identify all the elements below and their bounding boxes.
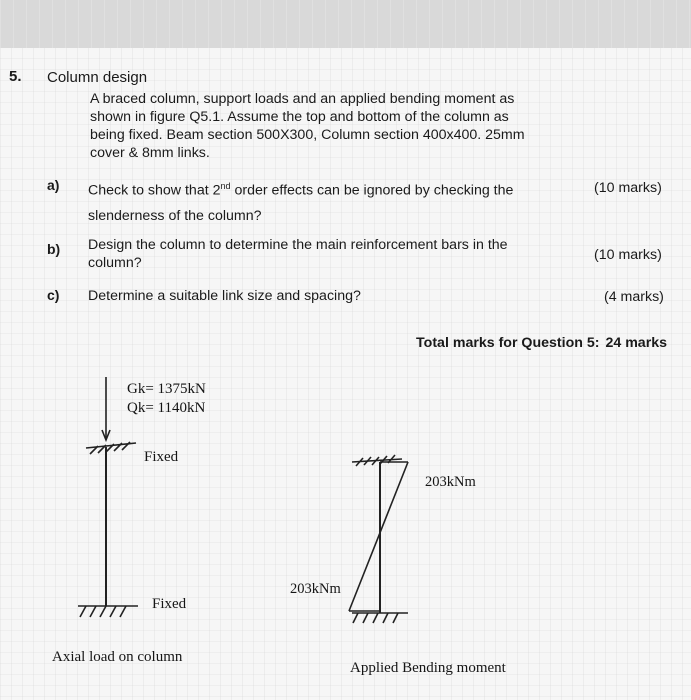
intro-line: being fixed. Beam section 500X300, Column section 400x400. 25mm bbox=[90, 127, 525, 143]
part-c-text: Determine a suitable link size and spacing? bbox=[88, 288, 361, 304]
bottom-moment-label: 203kNm bbox=[290, 581, 341, 597]
qk-label: Qk= 1140kN bbox=[127, 400, 206, 416]
top-moment-label: 203kNm bbox=[425, 474, 476, 490]
total-label: Total marks for Question 5: bbox=[416, 335, 600, 351]
intro-line: cover & 8mm links. bbox=[90, 145, 210, 161]
moment-diagram-line bbox=[349, 462, 408, 611]
question-title: Column design bbox=[47, 69, 148, 86]
part-c-marks: (4 marks) bbox=[604, 289, 664, 305]
part-a-line2: slenderness of the column? bbox=[88, 207, 262, 224]
top-support-label: Fixed bbox=[144, 449, 179, 465]
part-c-label: c) bbox=[47, 287, 60, 303]
part-a-marks: (10 marks) bbox=[594, 180, 662, 196]
part-b-marks: (10 marks) bbox=[594, 247, 662, 263]
question-number: 5. bbox=[9, 68, 22, 85]
part-b-label: b) bbox=[47, 241, 61, 257]
intro-line: shown in figure Q5.1. Assume the top and bottom of the column as bbox=[90, 109, 509, 125]
part-a-label: a) bbox=[47, 177, 60, 193]
superscript: nd bbox=[220, 181, 231, 191]
intro-line: A braced column, support loads and an applied bending moment as bbox=[90, 91, 515, 107]
axial-caption: Axial load on column bbox=[52, 649, 183, 665]
moment-caption: Applied Bending moment bbox=[350, 660, 506, 676]
gk-label: Gk= 1375kN bbox=[127, 381, 206, 397]
part-b-line1: Design the column to determine the main reinforcement bars in the bbox=[88, 237, 508, 253]
part-b-line2: column? bbox=[88, 255, 142, 271]
total-value: 24 marks bbox=[605, 335, 667, 351]
part-a-line1: Check to show that 2nd order effects can be ignored by checking the bbox=[88, 181, 514, 199]
bottom-support-label: Fixed bbox=[152, 596, 187, 612]
